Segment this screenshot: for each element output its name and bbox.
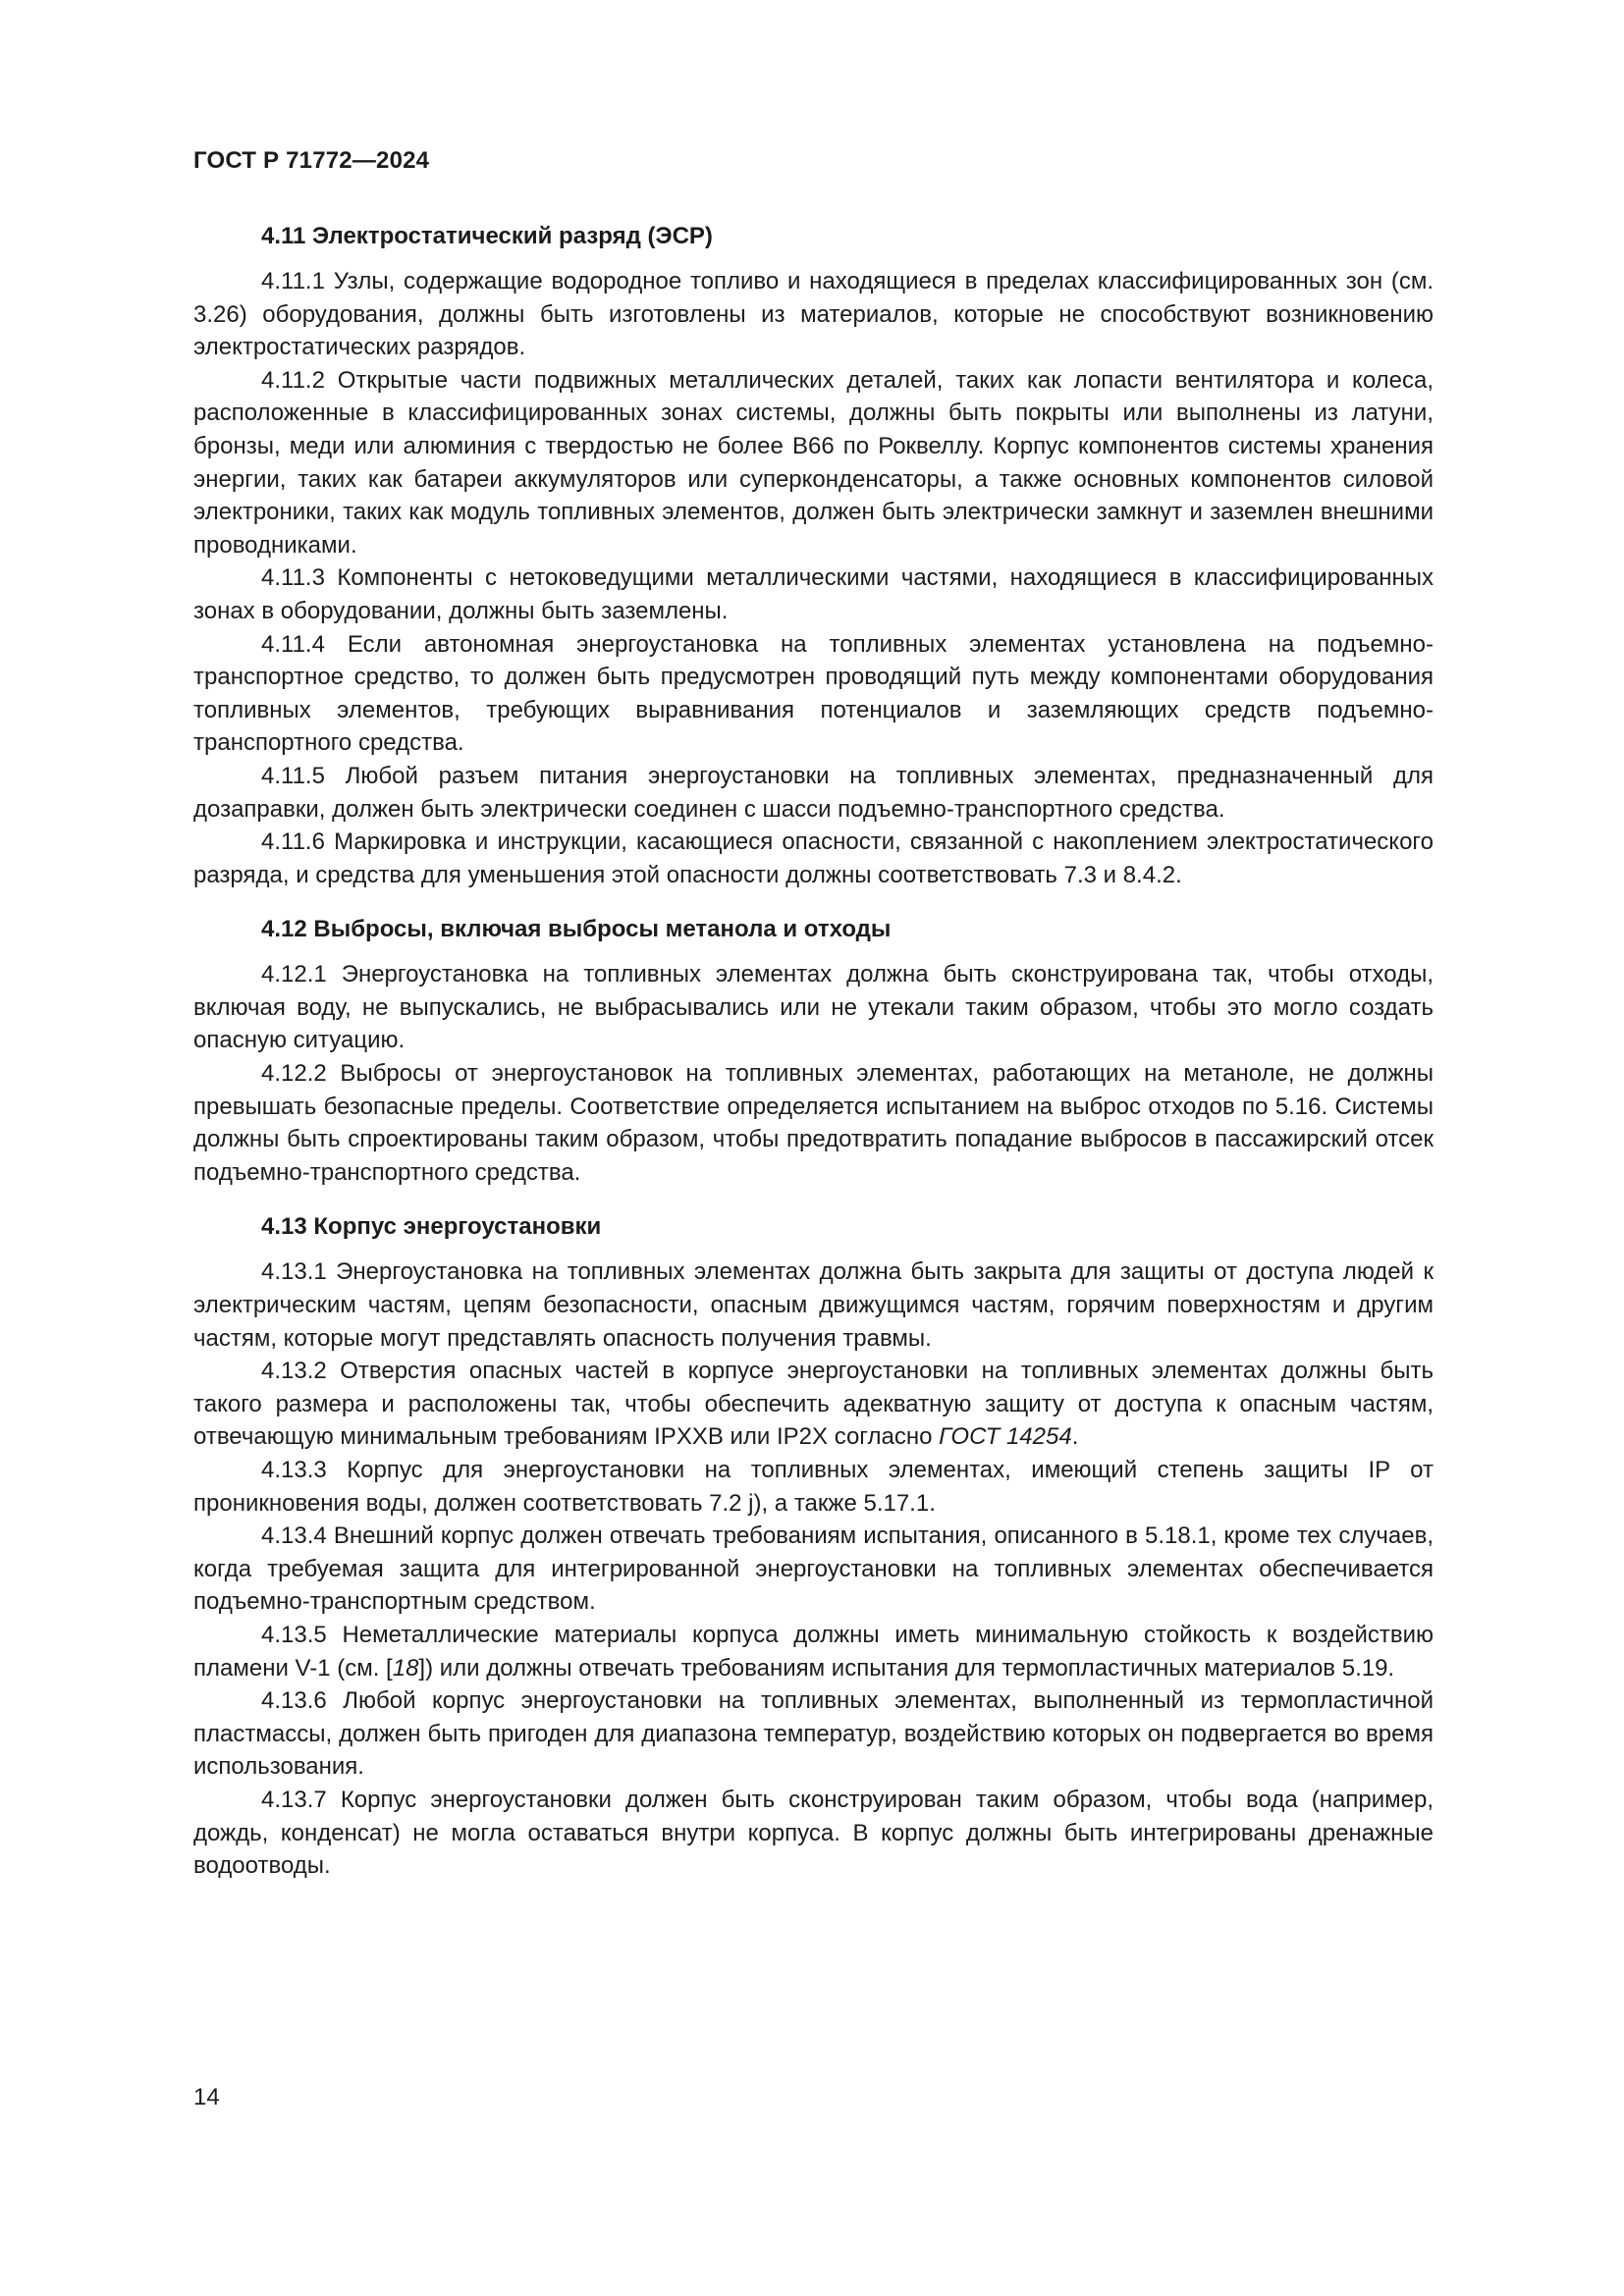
- paragraph-4-11-5: 4.11.5 Любой разъем питания энергоустановки на топливных элементах, предназначенный для дозаправки, должен быть электрически соединен с шасси подъемно-транспортного средства.: [193, 762, 1434, 823]
- section-title: 4.11 Электростатический разряд (ЭСР): [261, 223, 713, 249]
- paragraph-text: 4.13.2 Отверстия опасных частей в корпусе энергоустановки на топливных элементах должны быть такого размера и расположены так, чтобы обеспечить адекватную защиту от доступа к опасным частям, отвечающую минимальным требованиям IPXXB или IP2X согласно: [193, 1358, 1434, 1451]
- section-title: 4.13 Корпус энергоустановки: [261, 1213, 602, 1241]
- standard-reference: ГОСТ 14254: [939, 1423, 1072, 1451]
- paragraph-4-12-1: 4.12.1 Энергоустановка на топливных элементах должна быть сконструирована так, чтобы отходы, включая воду, не выпускались, не выбрасывались или не утекали таким образом, чтобы это могло создать опасную ситуацию.: [193, 961, 1434, 1054]
- paragraph-4-13-6: 4.13.6 Любой корпус энергоустановки на топливных элементах, выполненный из термопластичной пластмассы, должен быть пригоден для диапазона температур, воздействию которых он подвергается во время использования.: [193, 1687, 1434, 1781]
- paragraph-text: 4.13.5 Неметаллические материалы корпуса должны иметь минимальную стойкость к воздействию пламени V-1 (см. [: [193, 1621, 1434, 1682]
- paragraph-4-11-4: 4.11.4 Если автономная энергоустановка на топливных элементах установлена на подъемно-транспортное средство, то должен быть предусмотрен проводящий путь между компонентами оборудования топливных элементов, требующих выравнивания потенциалов и заземляющих средств подъемно-транспортного средства.: [193, 630, 1434, 757]
- section-4-12: [193, 913, 1434, 1189]
- paragraph-text-end: ]) или должны отвечать требованиям испытания для термопластичных материалов 5.19.: [418, 1654, 1395, 1682]
- paragraph-text-end: .: [1071, 1423, 1079, 1451]
- document-code-header: ГОСТ Р 71772—2024: [193, 147, 430, 174]
- section-4-13: [193, 1210, 1434, 1882]
- paragraph-4-13-7: 4.13.7 Корпус энергоустановки должен быть сконструирован таким образом, чтобы вода (например, дождь, конденсат) не могла оставаться внутри корпуса. В корпус должны быть интегрированы дренажные водоотводы.: [193, 1786, 1434, 1880]
- paragraph-4-11-1: 4.11.1 Узлы, содержащие водородное топливо и находящиеся в пределах классифицированных зон (см. 3.26) оборудования, должны быть изготовлены из материалов, которые не способствуют возникновению электростатических разрядов.: [193, 268, 1434, 361]
- section-4-11: [193, 220, 1434, 891]
- paragraph-4-11-3: 4.11.3 Компоненты с нетоковедущими металлическими частями, находящиеся в классифицированных зонах в оборудовании, должны быть заземлены.: [193, 564, 1434, 624]
- section-title: 4.12 Выбросы, включая выбросы метанола и отходы: [261, 916, 892, 943]
- paragraph-4-12-2: 4.12.2 Выбросы от энергоустановок на топливных элементах, работающих на метаноле, не должны превышать безопасные пределы. Соответствие определяется испытанием на выброс отходов по 5.16. Системы должны быть спроектированы таким образом, чтобы предотвратить попадание выбросов в пассажирский отсек подъемно-транспортного средства.: [193, 1060, 1434, 1186]
- paragraph-4-11-2: 4.11.2 Открытые части подвижных металлических деталей, таких как лопасти вентилятора и колеса, расположенные в классифицированных зонах системы, должны быть покрыты или выполнены из латуни, бронзы, меди или алюминия с твердостью не более B66 по Роквеллу. Корпус компонентов системы хранения энергии, таких как батареи аккумуляторов или суперконденсаторы, а также основных компонентов силовой электроники, таких как модуль топливных элементов, должен быть электрически замкнут и заземлен внешними проводниками.: [193, 366, 1434, 559]
- document-body: [193, 220, 1434, 1904]
- paragraph-4-11-6: 4.11.6 Маркировка и инструкции, касающиеся опасности, связанной с накоплением электростатического разряда, и средства для уменьшения этой опасности должны соответствовать 7.3 и 8.4.2.: [193, 828, 1434, 888]
- paragraph-4-13-3: 4.13.3 Корпус для энергоустановки на топливных элементах, имеющий степень защиты IP от проникновения воды, должен соответствовать 7.2 j), а также 5.17.1.: [193, 1457, 1434, 1517]
- bibliography-reference: 18: [392, 1654, 419, 1682]
- paragraph-4-13-5: [193, 1619, 1434, 1684]
- page-number: 14: [193, 2084, 220, 2110]
- paragraph-4-13-4: 4.13.4 Внешний корпус должен отвечать требованиям испытания, описанного в 5.18.1, кроме тех случаев, когда требуемая защита для интегрированной энергоустановки на топливных элементах обеспечивается подъемно-транспортным средством.: [193, 1522, 1434, 1616]
- paragraph-4-13-2: [193, 1355, 1434, 1454]
- paragraph-4-13-1: 4.13.1 Энергоустановка на топливных элементах должна быть закрыта для защиты от доступа людей к электрическим частям, цепям безопасности, опасным движущимся частям, горячим поверхностям и другим частям, которые могут представлять опасность получения травмы.: [193, 1258, 1434, 1352]
